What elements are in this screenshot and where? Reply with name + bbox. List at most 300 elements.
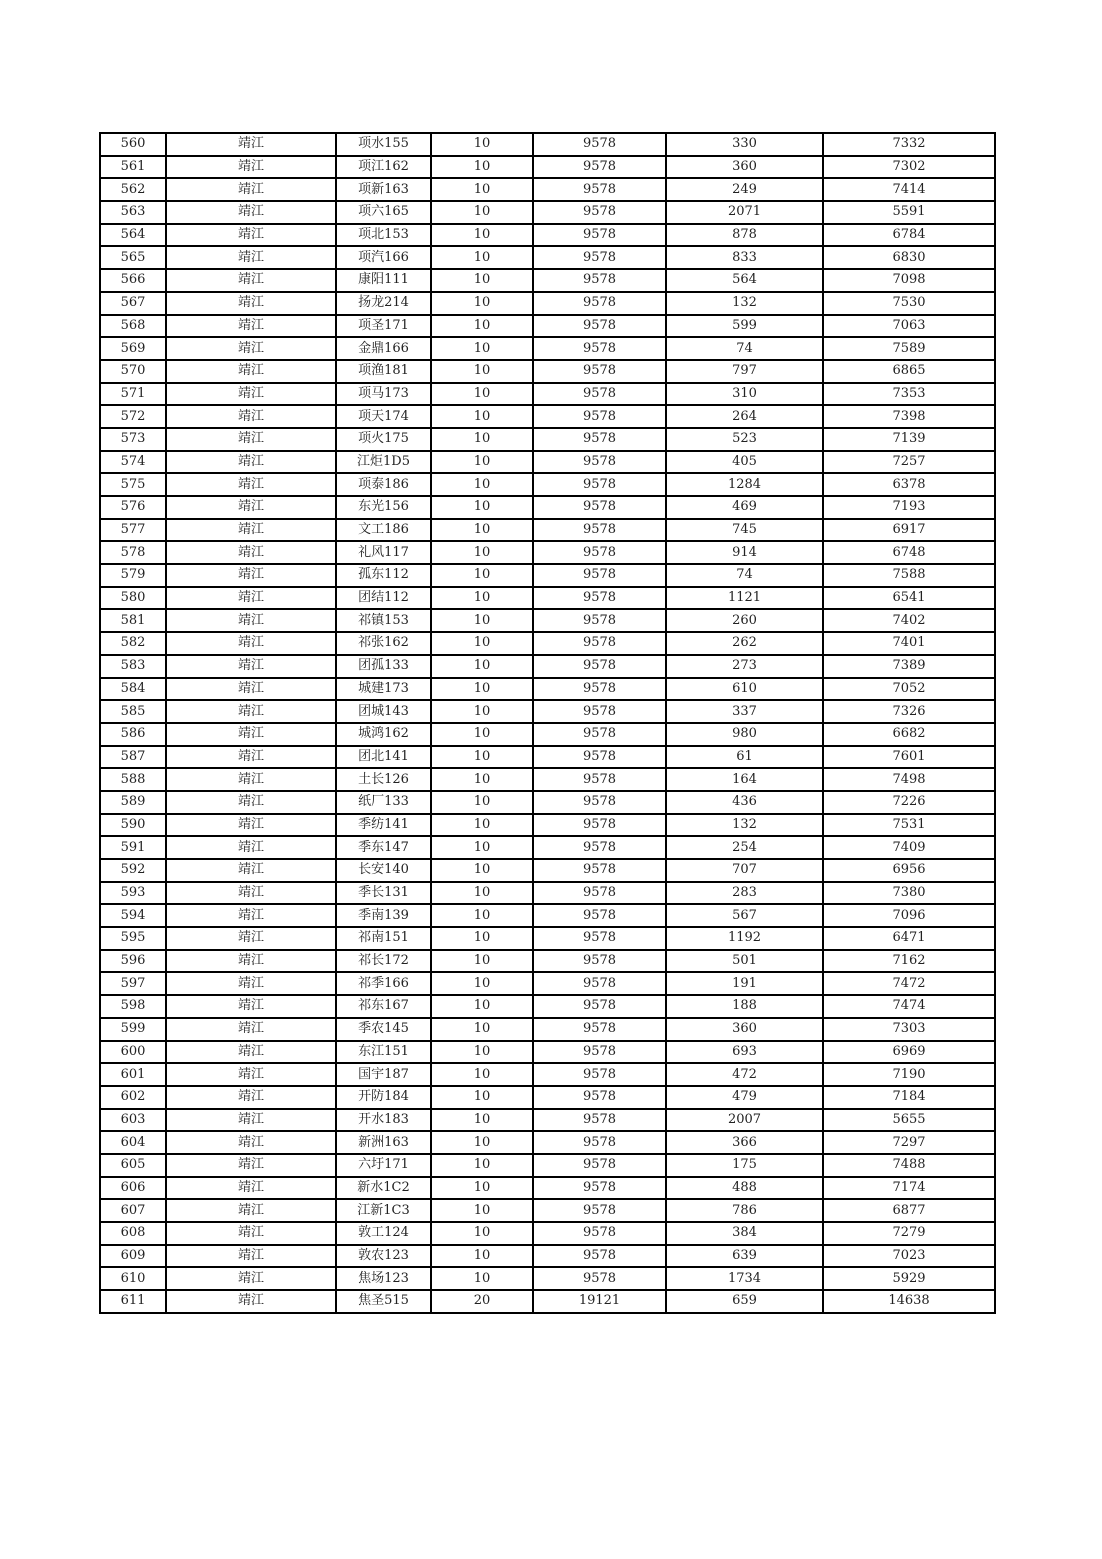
- row-number-cell: 563: [100, 201, 166, 224]
- used-cell: 1734: [666, 1267, 823, 1290]
- row-number-cell: 592: [100, 859, 166, 882]
- total-cell: 9578: [533, 269, 666, 292]
- row-number-cell: 596: [100, 950, 166, 973]
- total-cell: 9578: [533, 1086, 666, 1109]
- available-cell: 7474: [823, 995, 995, 1018]
- available-cell: 7096: [823, 904, 995, 927]
- row-number-cell: 589: [100, 791, 166, 814]
- available-cell: 6865: [823, 360, 995, 383]
- total-cell: 9578: [533, 632, 666, 655]
- line-name-cell: 季农145: [336, 1018, 431, 1041]
- row-number-cell: 598: [100, 995, 166, 1018]
- used-cell: 1284: [666, 473, 823, 496]
- table-row: [100, 950, 995, 973]
- row-number-cell: 594: [100, 904, 166, 927]
- capacity-cell: 10: [431, 700, 533, 723]
- total-cell: 9578: [533, 882, 666, 905]
- used-cell: 249: [666, 178, 823, 201]
- capacity-cell: 10: [431, 292, 533, 315]
- region-cell: 靖江: [166, 882, 336, 905]
- row-number-cell: 560: [100, 133, 166, 156]
- used-cell: 501: [666, 950, 823, 973]
- capacity-cell: 10: [431, 882, 533, 905]
- capacity-cell: 10: [431, 1109, 533, 1132]
- capacity-cell: 10: [431, 383, 533, 406]
- total-cell: 9578: [533, 655, 666, 678]
- region-cell: 靖江: [166, 1063, 336, 1086]
- region-cell: 靖江: [166, 995, 336, 1018]
- total-cell: 9578: [533, 814, 666, 837]
- capacity-cell: 10: [431, 1245, 533, 1268]
- region-cell: 靖江: [166, 269, 336, 292]
- region-cell: 靖江: [166, 564, 336, 587]
- table-row: [100, 451, 995, 474]
- row-number-cell: 584: [100, 678, 166, 701]
- total-cell: 9578: [533, 791, 666, 814]
- total-cell: 9578: [533, 519, 666, 542]
- capacity-cell: 10: [431, 496, 533, 519]
- table-row: [100, 1290, 995, 1313]
- line-name-cell: 季南139: [336, 904, 431, 927]
- used-cell: 366: [666, 1131, 823, 1154]
- region-cell: 靖江: [166, 1245, 336, 1268]
- capacity-cell: 10: [431, 1041, 533, 1064]
- row-number-cell: 576: [100, 496, 166, 519]
- capacity-cell: 10: [431, 1131, 533, 1154]
- available-cell: 7139: [823, 428, 995, 451]
- table-row: [100, 632, 995, 655]
- table-row: [100, 859, 995, 882]
- capacity-cell: 10: [431, 178, 533, 201]
- region-cell: 靖江: [166, 1222, 336, 1245]
- total-cell: 9578: [533, 768, 666, 791]
- total-cell: 9578: [533, 1222, 666, 1245]
- total-cell: 9578: [533, 360, 666, 383]
- available-cell: 5929: [823, 1267, 995, 1290]
- region-cell: 靖江: [166, 950, 336, 973]
- region-cell: 靖江: [166, 723, 336, 746]
- available-cell: 7472: [823, 972, 995, 995]
- row-number-cell: 567: [100, 292, 166, 315]
- table-row: [100, 746, 995, 769]
- used-cell: 469: [666, 496, 823, 519]
- capacity-cell: 10: [431, 655, 533, 678]
- capacity-cell: 10: [431, 315, 533, 338]
- region-cell: 靖江: [166, 1177, 336, 1200]
- region-cell: 靖江: [166, 246, 336, 269]
- capacity-cell: 10: [431, 632, 533, 655]
- available-cell: 7023: [823, 1245, 995, 1268]
- used-cell: 254: [666, 836, 823, 859]
- region-cell: 靖江: [166, 496, 336, 519]
- total-cell: 9578: [533, 383, 666, 406]
- capacity-cell: 10: [431, 609, 533, 632]
- available-cell: 5591: [823, 201, 995, 224]
- line-name-cell: 项泰186: [336, 473, 431, 496]
- region-cell: 靖江: [166, 1131, 336, 1154]
- used-cell: 1121: [666, 587, 823, 610]
- line-name-cell: 城鸿162: [336, 723, 431, 746]
- used-cell: 488: [666, 1177, 823, 1200]
- region-cell: 靖江: [166, 1086, 336, 1109]
- available-cell: 7052: [823, 678, 995, 701]
- row-number-cell: 586: [100, 723, 166, 746]
- table-row: [100, 473, 995, 496]
- capacity-cell: 10: [431, 246, 533, 269]
- available-cell: 7398: [823, 405, 995, 428]
- line-name-cell: 焦圣515: [336, 1290, 431, 1313]
- used-cell: 436: [666, 791, 823, 814]
- used-cell: 191: [666, 972, 823, 995]
- table-row: [100, 269, 995, 292]
- region-cell: 靖江: [166, 133, 336, 156]
- total-cell: 9578: [533, 541, 666, 564]
- line-name-cell: 敦工124: [336, 1222, 431, 1245]
- available-cell: 7226: [823, 791, 995, 814]
- line-name-cell: 祁季166: [336, 972, 431, 995]
- available-cell: 7353: [823, 383, 995, 406]
- table-row: [100, 1177, 995, 1200]
- line-name-cell: 六圩171: [336, 1154, 431, 1177]
- line-name-cell: 项天174: [336, 405, 431, 428]
- used-cell: 745: [666, 519, 823, 542]
- capacity-cell: 10: [431, 360, 533, 383]
- table-row: [100, 1109, 995, 1132]
- total-cell: 9578: [533, 246, 666, 269]
- line-name-cell: 季长131: [336, 882, 431, 905]
- capacity-cell: 10: [431, 405, 533, 428]
- capacity-cell: 10: [431, 224, 533, 247]
- row-number-cell: 593: [100, 882, 166, 905]
- available-cell: 7184: [823, 1086, 995, 1109]
- capacity-cell: 10: [431, 836, 533, 859]
- table-row: [100, 315, 995, 338]
- used-cell: 567: [666, 904, 823, 927]
- total-cell: 9578: [533, 1018, 666, 1041]
- line-name-cell: 项水155: [336, 133, 431, 156]
- available-cell: 6748: [823, 541, 995, 564]
- table-row: [100, 836, 995, 859]
- row-number-cell: 581: [100, 609, 166, 632]
- table-row: [100, 678, 995, 701]
- available-cell: 7063: [823, 315, 995, 338]
- line-name-cell: 康阳111: [336, 269, 431, 292]
- capacity-cell: 10: [431, 723, 533, 746]
- table-row: [100, 609, 995, 632]
- table-row: [100, 1063, 995, 1086]
- total-cell: 9578: [533, 587, 666, 610]
- row-number-cell: 579: [100, 564, 166, 587]
- table-row: [100, 1018, 995, 1041]
- used-cell: 564: [666, 269, 823, 292]
- region-cell: 靖江: [166, 201, 336, 224]
- available-cell: 7279: [823, 1222, 995, 1245]
- table-row: [100, 768, 995, 791]
- table-body: [100, 133, 995, 1313]
- line-name-cell: 项汽166: [336, 246, 431, 269]
- available-cell: 7601: [823, 746, 995, 769]
- table-row: [100, 428, 995, 451]
- region-cell: 靖江: [166, 791, 336, 814]
- capacity-cell: 10: [431, 768, 533, 791]
- available-cell: 6956: [823, 859, 995, 882]
- table-row: [100, 1267, 995, 1290]
- row-number-cell: 595: [100, 927, 166, 950]
- line-name-cell: 长安140: [336, 859, 431, 882]
- used-cell: 980: [666, 723, 823, 746]
- table-row: [100, 405, 995, 428]
- total-cell: 9578: [533, 1245, 666, 1268]
- available-cell: 6471: [823, 927, 995, 950]
- line-name-cell: 江新1C3: [336, 1199, 431, 1222]
- row-number-cell: 609: [100, 1245, 166, 1268]
- row-number-cell: 588: [100, 768, 166, 791]
- line-name-cell: 开防184: [336, 1086, 431, 1109]
- total-cell: 9578: [533, 700, 666, 723]
- region-cell: 靖江: [166, 587, 336, 610]
- capacity-cell: 10: [431, 927, 533, 950]
- table-row: [100, 723, 995, 746]
- line-name-cell: 项圣171: [336, 315, 431, 338]
- capacity-cell: 10: [431, 337, 533, 360]
- row-number-cell: 564: [100, 224, 166, 247]
- region-cell: 靖江: [166, 224, 336, 247]
- table-row: [100, 904, 995, 927]
- line-name-cell: 团北141: [336, 746, 431, 769]
- line-name-cell: 礼风117: [336, 541, 431, 564]
- available-cell: 6877: [823, 1199, 995, 1222]
- table-row: [100, 700, 995, 723]
- used-cell: 273: [666, 655, 823, 678]
- capacity-cell: 10: [431, 678, 533, 701]
- used-cell: 639: [666, 1245, 823, 1268]
- region-cell: 靖江: [166, 473, 336, 496]
- total-cell: 9578: [533, 950, 666, 973]
- used-cell: 797: [666, 360, 823, 383]
- line-name-cell: 团城143: [336, 700, 431, 723]
- total-cell: 9578: [533, 1199, 666, 1222]
- region-cell: 靖江: [166, 1199, 336, 1222]
- row-number-cell: 574: [100, 451, 166, 474]
- row-number-cell: 587: [100, 746, 166, 769]
- total-cell: 9578: [533, 315, 666, 338]
- row-number-cell: 600: [100, 1041, 166, 1064]
- total-cell: 9578: [533, 1177, 666, 1200]
- line-name-cell: 项六165: [336, 201, 431, 224]
- row-number-cell: 582: [100, 632, 166, 655]
- used-cell: 2007: [666, 1109, 823, 1132]
- line-name-cell: 东江151: [336, 1041, 431, 1064]
- region-cell: 靖江: [166, 315, 336, 338]
- total-cell: 9578: [533, 496, 666, 519]
- used-cell: 833: [666, 246, 823, 269]
- used-cell: 659: [666, 1290, 823, 1313]
- total-cell: 9578: [533, 201, 666, 224]
- capacity-cell: 10: [431, 859, 533, 882]
- available-cell: 7531: [823, 814, 995, 837]
- line-name-cell: 新洲163: [336, 1131, 431, 1154]
- capacity-cell: 10: [431, 201, 533, 224]
- table-row: [100, 1199, 995, 1222]
- row-number-cell: 566: [100, 269, 166, 292]
- used-cell: 132: [666, 814, 823, 837]
- region-cell: 靖江: [166, 746, 336, 769]
- available-cell: 7098: [823, 269, 995, 292]
- capacity-cell: 10: [431, 1154, 533, 1177]
- total-cell: 9578: [533, 927, 666, 950]
- capacity-cell: 10: [431, 1199, 533, 1222]
- line-name-cell: 孤东112: [336, 564, 431, 587]
- total-cell: 9578: [533, 1063, 666, 1086]
- total-cell: 9578: [533, 564, 666, 587]
- available-cell: 7589: [823, 337, 995, 360]
- available-cell: 7409: [823, 836, 995, 859]
- row-number-cell: 611: [100, 1290, 166, 1313]
- used-cell: 479: [666, 1086, 823, 1109]
- table-row: [100, 791, 995, 814]
- total-cell: 9578: [533, 156, 666, 179]
- table-row: [100, 337, 995, 360]
- available-cell: 7326: [823, 700, 995, 723]
- region-cell: 靖江: [166, 1041, 336, 1064]
- row-number-cell: 599: [100, 1018, 166, 1041]
- table-row: [100, 927, 995, 950]
- total-cell: 9578: [533, 1131, 666, 1154]
- capacity-cell: 10: [431, 746, 533, 769]
- row-number-cell: 601: [100, 1063, 166, 1086]
- table-row: [100, 587, 995, 610]
- region-cell: 靖江: [166, 814, 336, 837]
- region-cell: 靖江: [166, 156, 336, 179]
- capacity-cell: 10: [431, 972, 533, 995]
- total-cell: 9578: [533, 1109, 666, 1132]
- row-number-cell: 585: [100, 700, 166, 723]
- total-cell: 9578: [533, 678, 666, 701]
- used-cell: 360: [666, 1018, 823, 1041]
- region-cell: 靖江: [166, 700, 336, 723]
- table-row: [100, 133, 995, 156]
- row-number-cell: 562: [100, 178, 166, 201]
- line-name-cell: 扬龙214: [336, 292, 431, 315]
- capacity-cell: 10: [431, 564, 533, 587]
- capacity-cell: 10: [431, 1086, 533, 1109]
- row-number-cell: 604: [100, 1131, 166, 1154]
- capacity-cell: 10: [431, 904, 533, 927]
- line-name-cell: 国宇187: [336, 1063, 431, 1086]
- available-cell: 6917: [823, 519, 995, 542]
- capacity-cell: 10: [431, 950, 533, 973]
- available-cell: 7162: [823, 950, 995, 973]
- available-cell: 7303: [823, 1018, 995, 1041]
- used-cell: 164: [666, 768, 823, 791]
- total-cell: 9578: [533, 746, 666, 769]
- line-name-cell: 项新163: [336, 178, 431, 201]
- capacity-cell: 10: [431, 451, 533, 474]
- used-cell: 264: [666, 405, 823, 428]
- used-cell: 405: [666, 451, 823, 474]
- table-row: [100, 655, 995, 678]
- available-cell: 6784: [823, 224, 995, 247]
- capacity-cell: 10: [431, 541, 533, 564]
- available-cell: 6378: [823, 473, 995, 496]
- capacity-cell: 10: [431, 1177, 533, 1200]
- available-cell: 6969: [823, 1041, 995, 1064]
- line-name-cell: 项火175: [336, 428, 431, 451]
- table-row: [100, 1041, 995, 1064]
- region-cell: 靖江: [166, 1018, 336, 1041]
- line-name-cell: 季纺141: [336, 814, 431, 837]
- used-cell: 360: [666, 156, 823, 179]
- region-cell: 靖江: [166, 927, 336, 950]
- region-cell: 靖江: [166, 451, 336, 474]
- used-cell: 262: [666, 632, 823, 655]
- region-cell: 靖江: [166, 836, 336, 859]
- region-cell: 靖江: [166, 178, 336, 201]
- used-cell: 610: [666, 678, 823, 701]
- available-cell: 7380: [823, 882, 995, 905]
- available-cell: 7401: [823, 632, 995, 655]
- total-cell: 9578: [533, 1267, 666, 1290]
- region-cell: 靖江: [166, 1109, 336, 1132]
- region-cell: 靖江: [166, 519, 336, 542]
- table-row: [100, 496, 995, 519]
- table-row: [100, 246, 995, 269]
- row-number-cell: 577: [100, 519, 166, 542]
- data-table: [99, 132, 996, 1314]
- available-cell: 7302: [823, 156, 995, 179]
- total-cell: 9578: [533, 859, 666, 882]
- table-row: [100, 292, 995, 315]
- used-cell: 878: [666, 224, 823, 247]
- table-row: [100, 360, 995, 383]
- row-number-cell: 569: [100, 337, 166, 360]
- capacity-cell: 10: [431, 473, 533, 496]
- total-cell: 9578: [533, 178, 666, 201]
- used-cell: 384: [666, 1222, 823, 1245]
- line-name-cell: 敦农123: [336, 1245, 431, 1268]
- total-cell: 9578: [533, 224, 666, 247]
- table-row: [100, 814, 995, 837]
- row-number-cell: 603: [100, 1109, 166, 1132]
- row-number-cell: 570: [100, 360, 166, 383]
- region-cell: 靖江: [166, 360, 336, 383]
- row-number-cell: 568: [100, 315, 166, 338]
- region-cell: 靖江: [166, 1267, 336, 1290]
- used-cell: 188: [666, 995, 823, 1018]
- available-cell: 7488: [823, 1154, 995, 1177]
- capacity-cell: 10: [431, 1222, 533, 1245]
- available-cell: 6541: [823, 587, 995, 610]
- used-cell: 523: [666, 428, 823, 451]
- table-row: [100, 564, 995, 587]
- table-row: [100, 541, 995, 564]
- available-cell: 7297: [823, 1131, 995, 1154]
- region-cell: 靖江: [166, 541, 336, 564]
- table-row: [100, 156, 995, 179]
- line-name-cell: 祁南151: [336, 927, 431, 950]
- region-cell: 靖江: [166, 609, 336, 632]
- capacity-cell: 10: [431, 269, 533, 292]
- capacity-cell: 10: [431, 1267, 533, 1290]
- region-cell: 靖江: [166, 859, 336, 882]
- row-number-cell: 590: [100, 814, 166, 837]
- region-cell: 靖江: [166, 1290, 336, 1313]
- used-cell: 132: [666, 292, 823, 315]
- table-row: [100, 1131, 995, 1154]
- total-cell: 9578: [533, 451, 666, 474]
- used-cell: 175: [666, 1154, 823, 1177]
- capacity-cell: 10: [431, 995, 533, 1018]
